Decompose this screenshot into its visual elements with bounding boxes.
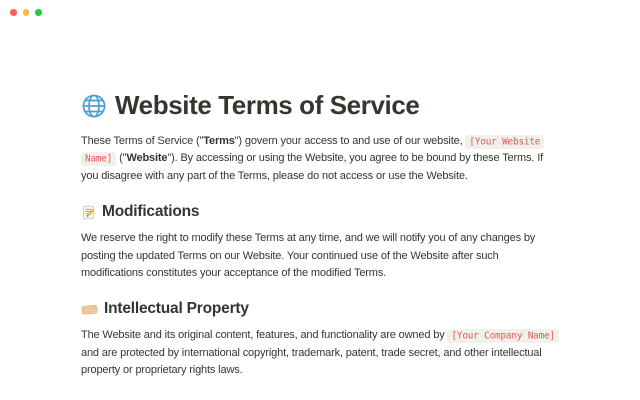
globe-icon <box>81 93 107 119</box>
section-body-modifications: We reserve the right to modify these Terms at any time, and we will notify you of any changes by posting the updated Terms on our Website. Your continued use of the Website after such modifications constitutes your acceptance of the modified Terms. <box>81 232 536 280</box>
section-body-intellectual-property: The Website and its original content, features, and functionality are owned by [Your Company Name] and are protected by international copyright, trademark, patent, trade secret, and other intellectual property or proprietary rights laws. <box>81 327 559 379</box>
close-button[interactable] <box>10 9 17 16</box>
minimize-button[interactable] <box>23 9 30 16</box>
label-icon <box>81 304 98 315</box>
document-page <box>81 0 559 380</box>
section-heading-label: Intellectual Property <box>104 300 249 318</box>
window-controls <box>10 9 42 16</box>
memo-icon <box>81 205 96 220</box>
page-title-row <box>81 89 559 122</box>
section-heading-intellectual-property <box>81 297 559 321</box>
section-heading-modifications <box>81 200 559 224</box>
page-title: Website Terms of Service <box>115 90 420 120</box>
intro-paragraph: These Terms of Service ("Terms") govern your access to and use of our website, [Your Website Name] ("Website"). By accessing or using the Website, you agree to be bound by these Terms. If you disagree with any part of the Terms, please do not access or use the Website. <box>81 135 544 182</box>
zoom-button[interactable] <box>35 9 42 16</box>
section-heading-label: Modifications <box>102 203 200 221</box>
